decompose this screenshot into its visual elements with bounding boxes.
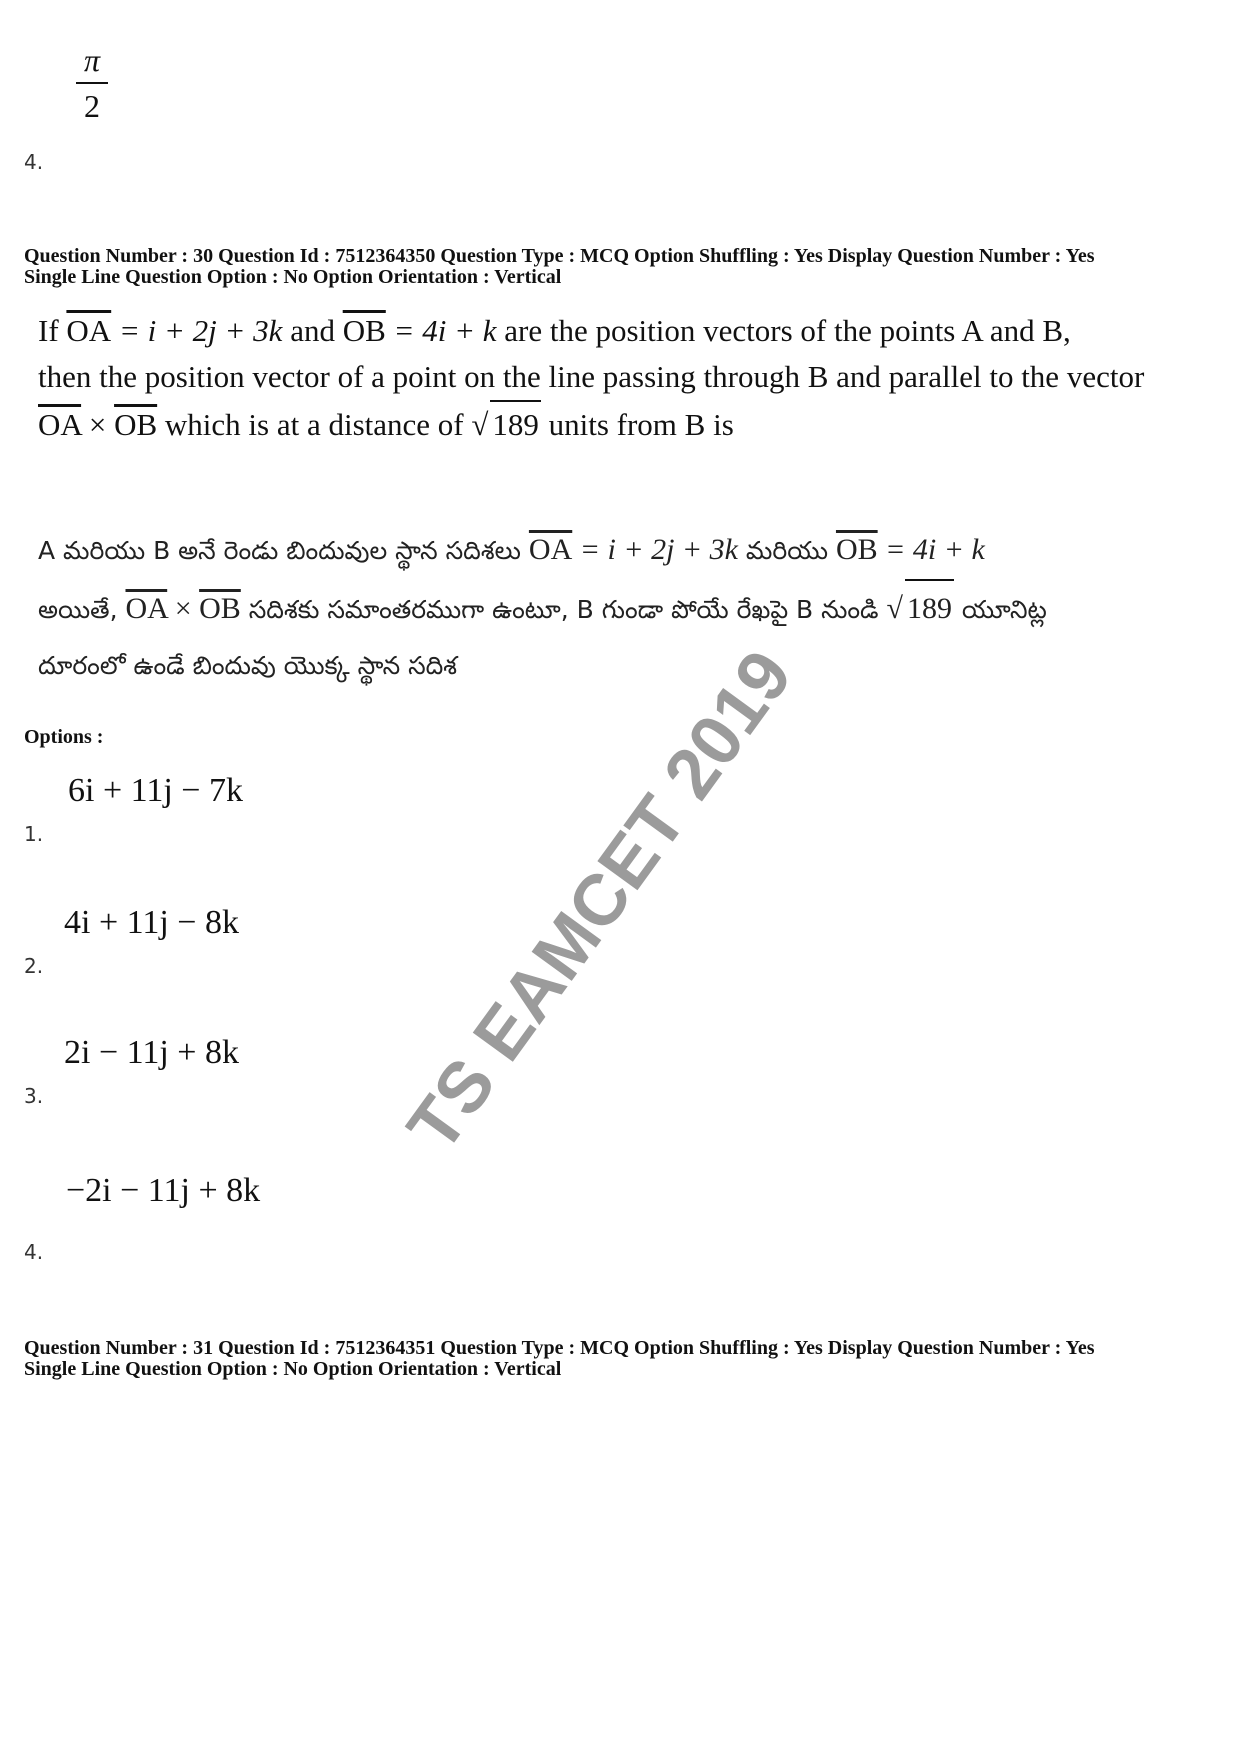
option-4-number: 4. [24, 1240, 44, 1264]
vector-ob-2: $\overline{OB}$ [114, 407, 158, 442]
en-line-2: then the position vector of a point on the line passing through B and parallel to the vector [38, 359, 1145, 394]
prev-option-fraction [76, 44, 108, 122]
fraction-denominator: 2 [84, 88, 100, 124]
option-3-number: 3. [24, 1084, 44, 1108]
option-1-number: 1. [24, 822, 44, 846]
q31-meta-line1: Question Number : 31 Question Id : 7512364351 Question Type : MCQ Option Shuffling : Yes Display Question Number : Yes [24, 1337, 1095, 1359]
watermark: TS EAMCET 2019 [392, 636, 808, 1166]
q30-english-text [38, 308, 1218, 448]
vector-oa: $\overline{OA}$ [66, 313, 112, 348]
option-1-expression: 6i + 11j − 7k [68, 772, 243, 809]
option-2-number: 2. [24, 954, 44, 978]
vector-ob: $\overline{OB}$ [342, 313, 386, 348]
q31-meta [24, 1338, 1224, 1380]
eq-oa: = i + 2j + 3k [111, 313, 283, 348]
te-line-3: దూరంలో ఉండే బిందువు యొక్క స్థాన సదిశ [38, 651, 458, 680]
option-3-expression: 2i − 11j + 8k [64, 1034, 239, 1071]
q31-meta-line2: Single Line Question Option : No Option Orientation : Vertical [24, 1358, 562, 1380]
q30-meta-line2: Single Line Question Option : No Option Orientation : Vertical [24, 266, 562, 288]
eq-ob: = 4i + k [385, 313, 497, 348]
q30-meta [24, 246, 1224, 288]
prev-option-number: 4. [24, 150, 44, 174]
q30-telugu-text [38, 522, 1228, 694]
en-line-3: $\overline{OA} \times \overline{OB}$ which is at a distance of √ 189 units from B is [38, 400, 1218, 448]
fraction-numerator: π [83, 42, 101, 78]
options-label: Options : [24, 726, 104, 748]
vector-oa-2: $\overline{OA}$ [38, 407, 82, 442]
te-line-1: A మరియు B అనే రెండు బిందువుల స్థాన సదిశలు $\overline{OA} = i + 2j + 3k$ మరియు $\overline{OB} = 4i + k$ [38, 533, 985, 566]
sqrt-189: 189 [490, 400, 541, 448]
option-4-expression: −2i − 11j + 8k [66, 1172, 261, 1209]
option-2-expression: 4i + 11j − 8k [64, 904, 239, 941]
q30-meta-line1: Question Number : 30 Question Id : 7512364350 Question Type : MCQ Option Shuffling : Yes Display Question Number : Yes [24, 245, 1095, 267]
te-line-2: అయితే, $\overline{OA} \times \overline{OB}$ సదిశకు సమాంతరముగా ఉంటూ, B గుండా పోయే రేఖపై B నుండి √ 189 యూనిట్ల [38, 579, 1228, 638]
fraction-bar [76, 82, 108, 84]
en-line-1: If $\overline{OA} = i + 2j + 3k$ and $\overline{OB} = 4i + k$ are the position vectors of the points A and B, [38, 313, 1071, 348]
